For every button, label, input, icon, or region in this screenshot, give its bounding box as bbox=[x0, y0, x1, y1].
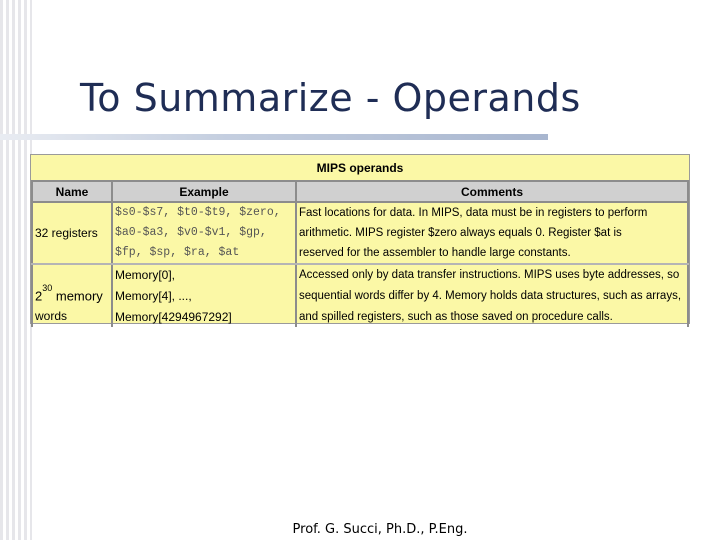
row-name: 32 registers bbox=[32, 202, 112, 264]
name-line2: words bbox=[35, 309, 68, 323]
table-caption: MIPS operands bbox=[32, 155, 688, 181]
comment-line: arithmetic. MIPS register $zero always equals 0. Register $at is bbox=[299, 227, 622, 239]
row-example bbox=[112, 202, 296, 264]
example-line: $fp, $sp, $ra, $at bbox=[115, 246, 240, 259]
row-comments bbox=[296, 264, 688, 327]
comment-line: Accessed only by data transfer instructions. MIPS uses byte addresses, so bbox=[299, 269, 680, 282]
table-row bbox=[32, 264, 688, 327]
operands-table bbox=[31, 155, 689, 327]
header-name: Name bbox=[32, 181, 112, 202]
example-line: Memory[4], ..., bbox=[115, 288, 192, 303]
table-row bbox=[32, 202, 688, 264]
example-line: $a0-$a3, $v0-$v1, $gp, bbox=[115, 226, 267, 239]
header-comments: Comments bbox=[296, 181, 688, 202]
name-base: 2 bbox=[35, 288, 43, 304]
comment-line: reserved for the assembler to handle large constants. bbox=[299, 247, 571, 259]
row-name bbox=[32, 264, 112, 327]
table-caption-row bbox=[32, 155, 688, 181]
header-example: Example bbox=[112, 181, 296, 202]
row-example bbox=[112, 264, 296, 327]
slide-title: To Summarize - Operands bbox=[80, 76, 581, 120]
decorative-stripes bbox=[0, 0, 32, 540]
table-header-row bbox=[32, 181, 688, 202]
comment-line: and spilled registers, such as those saved on procedure calls. bbox=[299, 310, 613, 323]
comment-line: sequential words differ by 4. Memory holds data structures, such as arrays, bbox=[299, 289, 682, 302]
slide-footer: Prof. G. Succi, Ph.D., P.Eng. bbox=[292, 522, 468, 537]
row-comments bbox=[296, 202, 688, 264]
mips-operands-table bbox=[30, 154, 690, 324]
example-line: Memory[4294967292] bbox=[115, 309, 232, 324]
comment-line: Fast locations for data. In MIPS, data must be in registers to perform bbox=[299, 207, 648, 219]
example-line: Memory[0], bbox=[115, 268, 176, 283]
title-underline bbox=[0, 134, 548, 140]
name-rest: memory bbox=[52, 288, 103, 304]
example-line: $s0-$s7, $t0-$t9, $zero, bbox=[115, 206, 281, 219]
name-exponent: 30 bbox=[42, 283, 53, 293]
